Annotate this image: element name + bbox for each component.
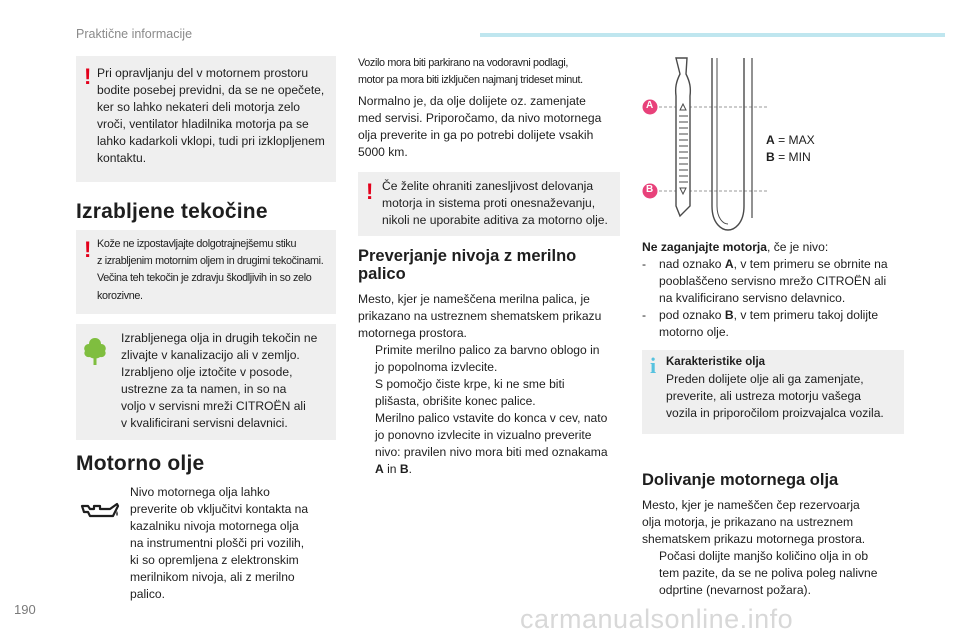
warning-icon: ! xyxy=(84,64,92,89)
warning-box-skin-contact xyxy=(76,230,336,314)
heading-engine-oil: Motorno olje xyxy=(76,452,205,475)
no-start-text: Ne zaganjajte motorja, če je nivo: - nad oznako A, v tem primeru se obrnite na pooblaščeno servisno mrežo CITROËN ali na kvalificirano servisno delavnico. - pod oznako B, v tem primeru takoj dolijte motorno olje. xyxy=(642,239,908,341)
heading-topping-up: Dolivanje motornega olja xyxy=(642,471,839,489)
header-accent-bar xyxy=(480,33,945,37)
info-box-oil-specs xyxy=(642,350,904,434)
info-icon: i xyxy=(650,353,657,378)
info-text-oil-specs: Karakteristike olja Preden dolijete olje ali ga zamenjate, preverite, ali ustreza motorju vašega vozila in priporočilom proizvajalca vozila. xyxy=(666,356,884,420)
list-item: Počasi dolijte manjšo količino olja in ob tem pazite, da se ne poliva poleg nalivne odprtine (nevarnost požara). xyxy=(642,548,910,599)
list-item: - nad oznako A, v tem primeru se obrnite na pooblaščeno servisno mrežo CITROËN ali na kvalificirano servisno delavnico. xyxy=(642,257,888,305)
bullet-arrow-icon xyxy=(358,376,375,410)
list-item: S pomočjo čiste krpe, ki ne sme biti plišasta, obrišite konec palice. xyxy=(358,376,630,410)
bullet-arrow-icon xyxy=(358,410,375,478)
heading-used-fluids: Izrabljene tekočine xyxy=(76,200,268,223)
list-item: Primite merilno palico za barvno oblogo in jo popolnoma izvlecite. xyxy=(358,342,630,376)
normal-topup-text: Normalno je, da olje dolijete oz. zamenjate med servisi. Priporočamo, da nivo motornega olja preverite in ga po potrebi dolijete vsakih 5000 km. xyxy=(358,94,602,159)
warning-icon: ! xyxy=(366,179,374,204)
warning-text-additive: Če želite ohraniti zanesljivost delovanja motorja in sistema proti onesnaževanju, nikoli ne uporabite aditiva za motorno olje. xyxy=(382,179,608,227)
list-item: - pod oznako B, v tem primeru takoj dolijte motorno olje. xyxy=(642,308,879,339)
note-parked: Vozilo mora biti parkirano na vodoravni podlagi, motor pa mora biti izključen najmanj trideset minut. xyxy=(358,57,583,87)
topup-intro: Mesto, kjer je nameščen čep rezervoarja olja motorja, je prikazano na ustreznem shematskem prikazu motornega prostora. Počasi dolijte manjšo količino olja in ob tem pazite, da se ne poliva poleg nalivne odprtine (nevarnost požara). xyxy=(642,497,910,599)
bullet-arrow-icon xyxy=(358,342,375,376)
oil-level-intro: Nivo motornega olja lahko preverite ob vključitvi kontakta na kazalniku nivoja motornega olja na instrumentni plošči pri vozilih, ki so opremljena z elektronskim merilnikom nivoja, ali z merilno palico. xyxy=(130,485,309,601)
marker-b-label: B xyxy=(646,184,654,195)
tree-icon xyxy=(82,336,108,366)
environment-text: Izrabljenega olja in drugih tekočin ne zlivajte v kanalizacijo ali v zemljo. Izrabljeno olje iztočite v posode, ustrezne za ta namen, in so na voljo v servisni mreži CITROËN ali v kvalificirani servisni delavnici. xyxy=(121,331,318,430)
warning-text-engine-heat: Pri opravljanju del v motornem prostoru bodite posebej previdni, da se ne opečete, ker so lahko nekateri deli motorja zelo vroči, ventilator hladilnika motorja pa se lahko kadarkoli vklopi, tudi pri izklopljenem kontaktu. xyxy=(97,66,325,165)
marker-a-label: A xyxy=(646,100,654,111)
warning-box-engine-heat xyxy=(76,56,336,182)
environment-box xyxy=(76,324,336,440)
section-title: Praktične informacije xyxy=(76,27,193,41)
dipstick-intro: Mesto, kjer je nameščena merilna palica, je prikazano na ustreznem shematskem prikazu motornega prostora. xyxy=(358,292,602,340)
warning-box-additive xyxy=(358,172,620,236)
warning-icon: ! xyxy=(84,237,92,262)
bullet-arrow-icon xyxy=(642,548,659,599)
heading-dipstick-check: Preverjanje nivoja z merilno palico xyxy=(358,247,577,283)
page-number: 190 xyxy=(14,602,36,617)
oil-can-icon xyxy=(80,500,120,522)
watermark: carmanualsonline.info xyxy=(520,604,794,634)
dipstick-steps xyxy=(358,342,630,478)
warning-text-skin-contact: Kože ne izpostavljajte dolgotrajnejšemu stiku z izrabljenim motornim oljem in drugimi tekočinami. Večina teh tekočin je zdravju škodljivih in so zelo korozivne. xyxy=(97,238,324,302)
list-item: Merilno palico vstavite do konca v cev, nato jo ponovno izvlecite in vizualno preverite nivo: pravilen nivo mora biti med oznakama A in B. xyxy=(358,410,630,478)
diagram-legend: A = MAX B = MIN xyxy=(766,133,815,164)
